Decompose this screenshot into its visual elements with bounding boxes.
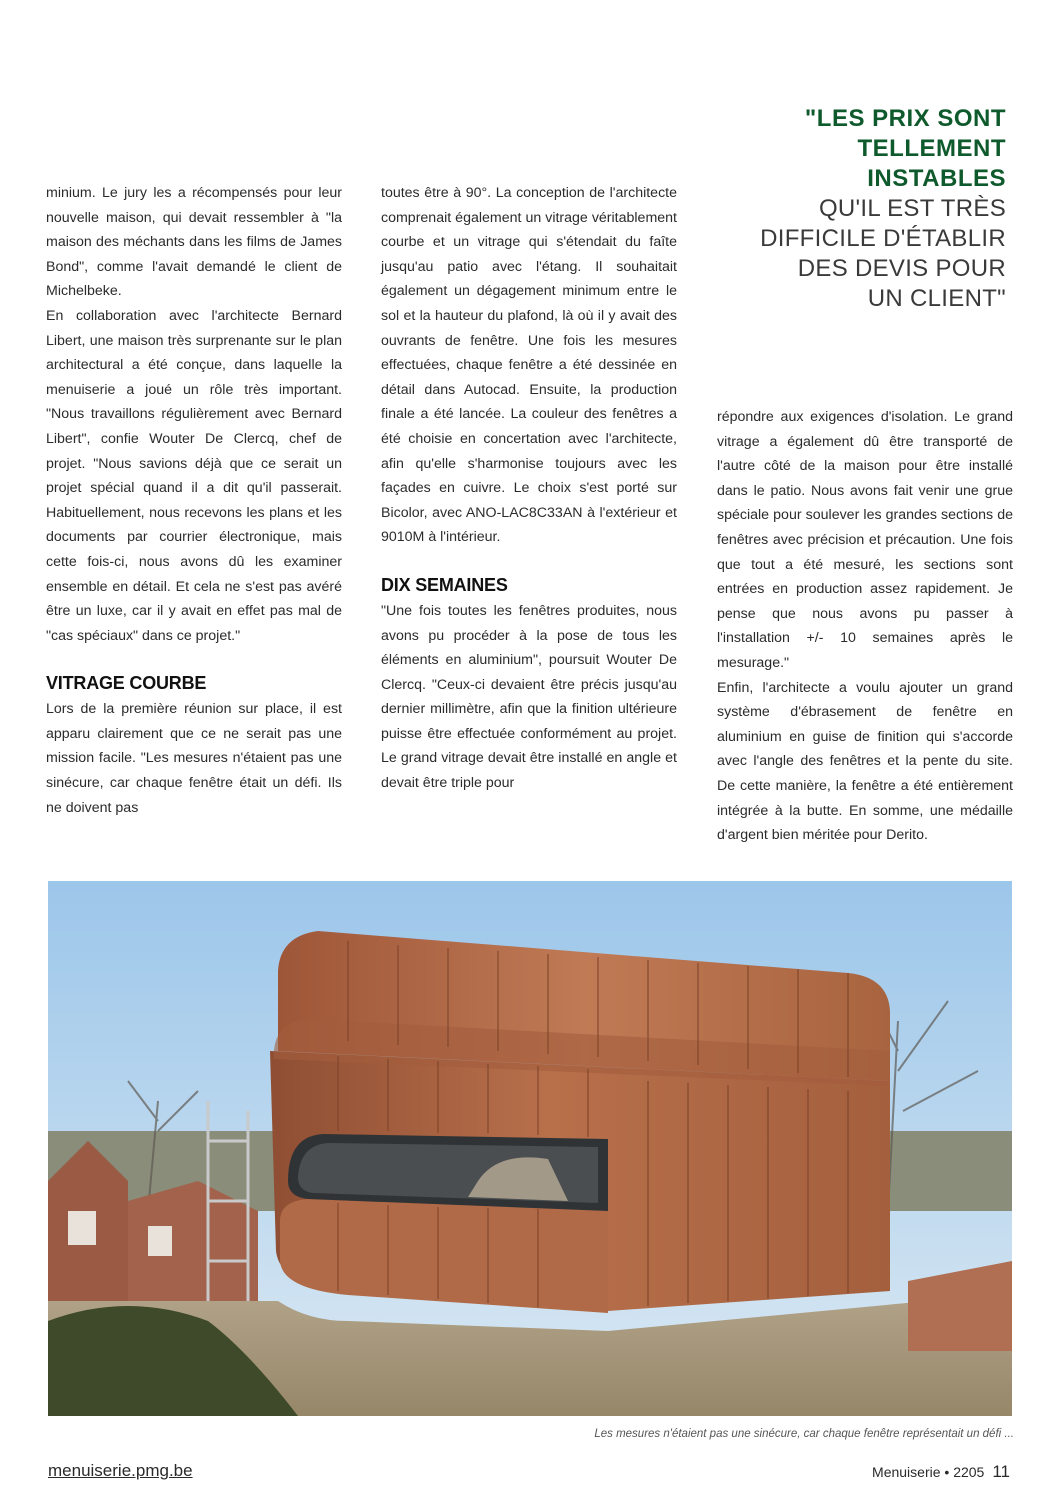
article-column-1 bbox=[46, 181, 342, 820]
page-number: 11 bbox=[992, 1462, 1010, 1481]
article-column-2 bbox=[381, 181, 677, 796]
paragraph: minium. Le jury les a récompensés pour leur nouvelle maison, qui devait ressembler à "la maison des méchants dans les films de James Bond", comme l'avait demandé le client de Michelbeke. bbox=[46, 185, 342, 300]
section-heading: DIX SEMAINES bbox=[381, 574, 508, 595]
paragraph: Lors de la première réunion sur place, il est apparu clairement que ce ne serait pas une mission facile. "Les mesures n'étaient pas une sinécure, car chaque fenêtre était un défi. Ils ne doivent pas bbox=[46, 701, 342, 816]
magazine-issue: Menuiserie • 2205 bbox=[872, 1464, 985, 1480]
section-heading: VITRAGE COURBE bbox=[46, 673, 207, 694]
photo-caption: Les mesures n'étaient pas une sinécure, car chaque fenêtre représentait un défi ... bbox=[594, 1428, 1014, 1440]
pull-quote-line: QU'IL EST TRÈS bbox=[818, 195, 1006, 222]
pull-quote-line: DES DEVIS POUR bbox=[797, 255, 1006, 282]
paragraph: Enfin, l'architecte a voulu ajouter un grand système d'ébrasement de fenêtre en aluminium en guise de finition qui s'accorde avec l'angle des fenêtres et la pente du site. De cette manière, la fenêtre a été entièrement intégrée à la butte. En somme, une médaille d'argent bien méritée pour Derito. bbox=[717, 679, 1013, 844]
house-photo bbox=[48, 881, 1012, 1416]
paragraph: toutes être à 90°. La conception de l'architecte comprenait également un vitrage véritablement courbe et un vitrage qui s'étendait du faîte jusqu'au patio avec l'étang. Il souhaitait également un dégagement minimum entre le sol et la hauteur du plafond, là où il y avait des ouvrants de fenêtre. Une fois les mesures effectuées, chaque fenêtre a été dessinée en détail dans Autocad. Ensuite, la production finale a été lancée. La couleur des fenêtres a été choisie en concertation avec l'architecte, afin qu'elle s'harmonise toujours avec les façades en cuivre. Le choix s'est porté sur Bicolor, avec ANO-LAC8C33AN à l'extérieur et 9010M à l'intérieur. bbox=[381, 185, 677, 546]
paragraph: répondre aux exigences d'isolation. Le grand vitrage a également dû être transporté de l'autre côté de la maison pour être installé dans le patio. Nous avons fait venir une grue spéciale pour soulever les grandes sections de fenêtres avec précision et précaution. Une fois que tout a été mesuré, les sections sont entrées en production assez rapidement. Je pense que nous avons pu passer à l'installation +/- 10 semaines après le mesurage." bbox=[717, 409, 1013, 671]
article-column-3 bbox=[717, 405, 1013, 848]
page-footer bbox=[872, 1462, 1010, 1482]
pull-quote-line: UN CLIENT" bbox=[867, 285, 1006, 312]
website-link[interactable]: menuiserie.pmg.be bbox=[48, 1461, 193, 1480]
paragraph: "Une fois toutes les fenêtres produites, nous avons pu procéder à la pose de tous les éléments en aluminium", poursuit Wouter De Clercq. "Ceux-ci devaient être précis jusqu'au dernier millimètre, afin que la finition ultérieure puisse être effectuée conformément au projet. Le grand vitrage devait être installé en angle et devait être triple pour bbox=[381, 602, 677, 792]
copper-house-illustration bbox=[48, 881, 1012, 1416]
pull-quote-bold-line: INSTABLES bbox=[867, 165, 1006, 192]
pull-quote bbox=[706, 104, 1006, 314]
pull-quote-bold-line: "LES PRIX SONT bbox=[804, 105, 1006, 132]
pull-quote-bold-line: TELLEMENT bbox=[857, 135, 1006, 162]
pull-quote-line: DIFFICILE D'ÉTABLIR bbox=[760, 225, 1006, 252]
paragraph: En collaboration avec l'architecte Bernard Libert, une maison très surprenante sur le plan architectural a été conçue, dans laquelle la menuiserie a joué un rôle très important. "Nous travaillons régulièrement avec Bernard Libert", confie Wouter De Clercq, chef de projet. "Nous savions déjà que ce serait un projet spécial quand il a dit qu'il passerait. Habituellement, nous recevons les plans et les documents par courrier électronique, mais cette fois-ci, nous avons dû les examiner ensemble en détail. Et cela ne s'est pas avéré être un luxe, car il y avait en effet pas mal de "cas spéciaux" dans ce projet." bbox=[46, 307, 342, 644]
